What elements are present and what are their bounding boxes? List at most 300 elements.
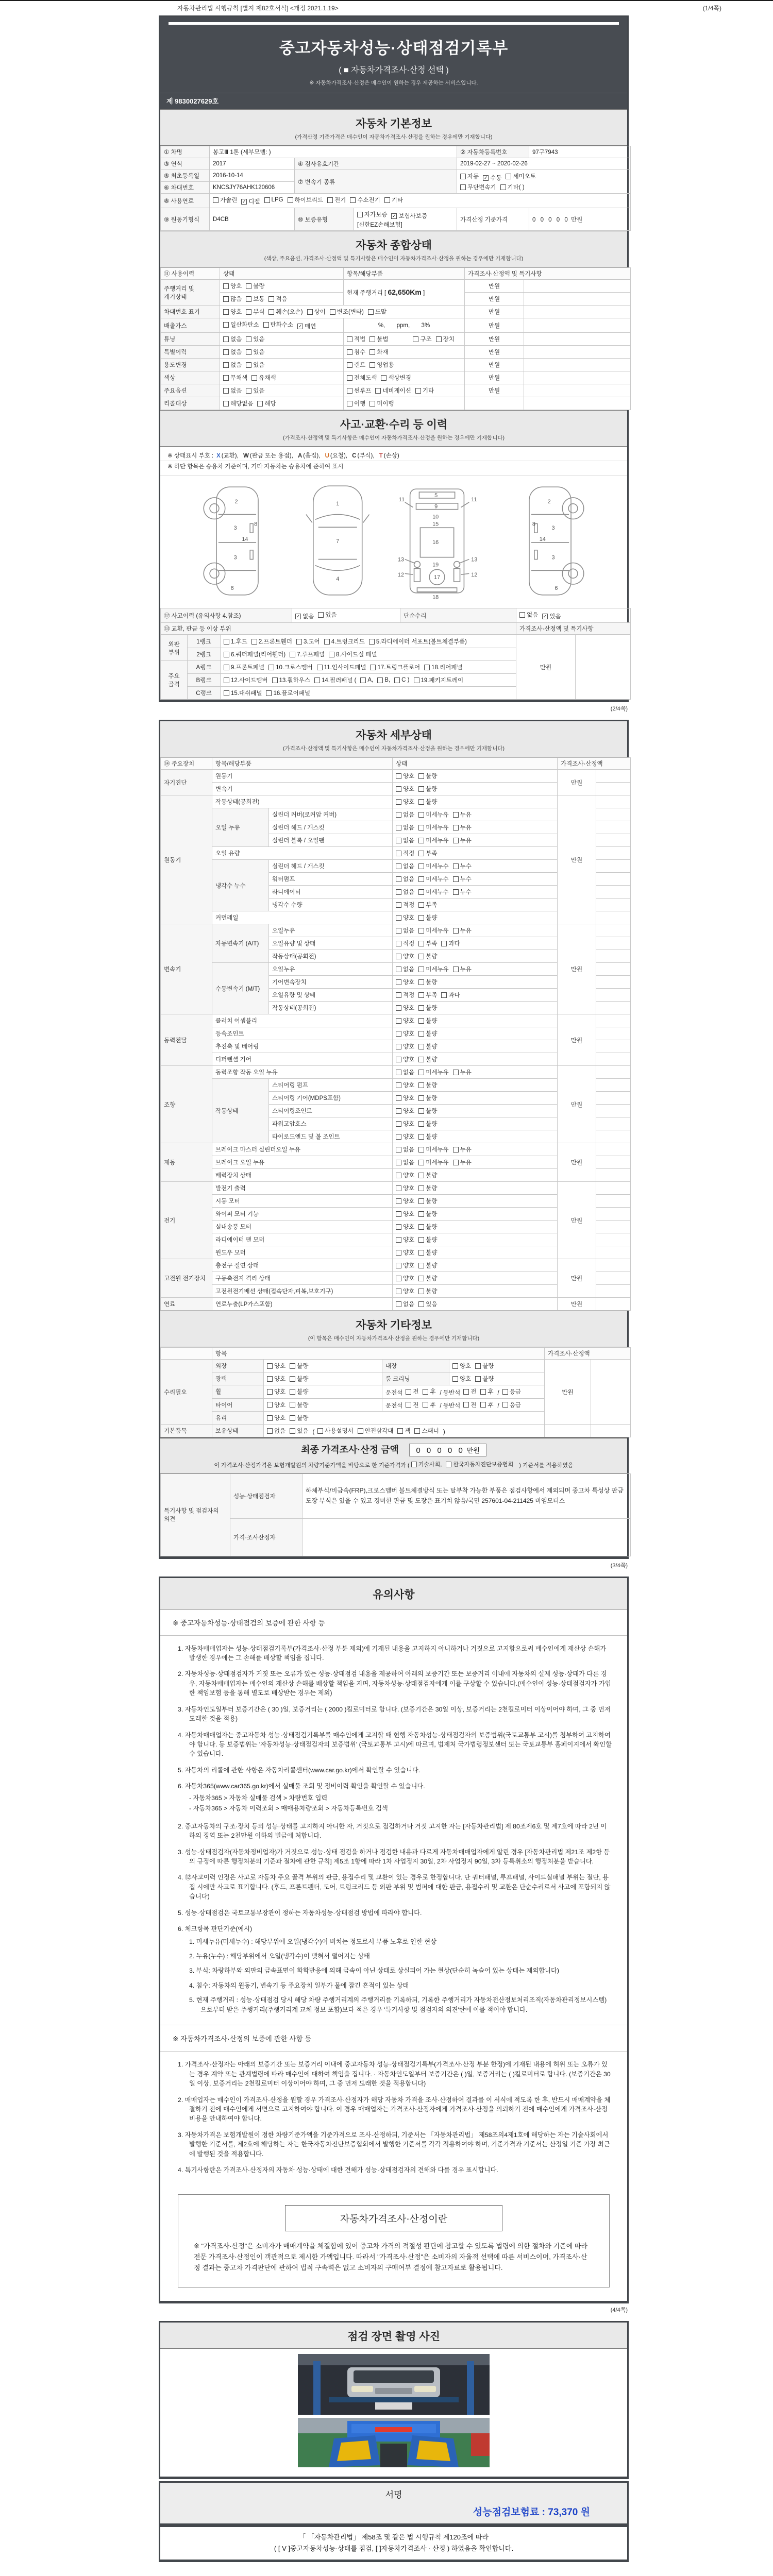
checkbox[interactable] bbox=[290, 1427, 308, 1435]
checkbox[interactable] bbox=[396, 1094, 414, 1102]
checkbox[interactable] bbox=[224, 650, 285, 658]
checkbox[interactable] bbox=[418, 965, 448, 973]
appraiser-label: 가격·조사산정자 bbox=[230, 1518, 303, 1556]
checkbox[interactable] bbox=[396, 785, 414, 793]
checkbox[interactable] bbox=[396, 1055, 414, 1063]
state-code: U bbox=[325, 453, 329, 459]
checkbox-label: 화재 bbox=[377, 349, 389, 355]
checkbox[interactable] bbox=[396, 901, 414, 909]
checkbox[interactable] bbox=[475, 1362, 494, 1370]
checkbox[interactable] bbox=[396, 836, 414, 844]
checkbox[interactable] bbox=[396, 1029, 414, 1038]
checkbox[interactable] bbox=[369, 335, 388, 343]
checkbox[interactable] bbox=[418, 1274, 437, 1282]
checkbox[interactable] bbox=[423, 1387, 435, 1396]
checkbox-checked[interactable] bbox=[297, 322, 316, 330]
checkbox-label: 불량 bbox=[426, 979, 438, 986]
checkbox[interactable] bbox=[396, 1042, 414, 1050]
notice-subitem: 3. 부식: 차량하부와 외판의 금속표면이 화학반응에 의해 금속이 아닌 상태로 상실되어 가는 현상(단순히 녹슬어 있는 상태는 제외합니다) bbox=[189, 1967, 559, 1975]
remarks-cell bbox=[596, 1130, 631, 1143]
checkbox[interactable] bbox=[223, 374, 247, 382]
checkbox[interactable] bbox=[268, 663, 313, 671]
checkbox[interactable] bbox=[369, 361, 394, 369]
checkbox[interactable] bbox=[314, 676, 356, 684]
checkbox[interactable] bbox=[318, 611, 337, 619]
checkbox[interactable] bbox=[267, 1414, 285, 1422]
base-price-label: 가격산정 기준가격 bbox=[457, 208, 529, 231]
checkbox[interactable] bbox=[369, 348, 388, 356]
page-marker-2: (2/4쪽) bbox=[610, 706, 628, 712]
checkbox[interactable] bbox=[418, 952, 437, 960]
checkbox[interactable] bbox=[453, 926, 472, 935]
checkbox-label: 없음 bbox=[403, 928, 415, 934]
checkbox[interactable] bbox=[418, 785, 437, 793]
checkbox[interactable] bbox=[268, 308, 303, 316]
checkbox[interactable] bbox=[414, 1427, 439, 1435]
checkbox[interactable] bbox=[358, 1427, 394, 1435]
price-cell: 만원 bbox=[465, 359, 524, 371]
item-label: 디퍼렌셜 기어 bbox=[212, 1053, 393, 1066]
checkbox-label: 일산화탄소 bbox=[230, 322, 259, 328]
checkbox[interactable] bbox=[396, 952, 414, 960]
checkbox[interactable] bbox=[453, 836, 472, 844]
checkbox[interactable] bbox=[418, 1223, 437, 1231]
checkbox[interactable] bbox=[452, 1362, 471, 1370]
checkbox[interactable] bbox=[288, 196, 324, 204]
checkbox-label: 미세누수 bbox=[426, 876, 449, 883]
checkbox[interactable] bbox=[396, 1197, 414, 1205]
notice-title: 유의사항 bbox=[373, 1588, 415, 1601]
checkbox-box bbox=[267, 1428, 273, 1434]
checkbox[interactable] bbox=[246, 295, 264, 303]
checkbox-label: 불량 bbox=[297, 1389, 309, 1396]
state-code: C bbox=[352, 453, 357, 459]
checkbox[interactable] bbox=[452, 1375, 471, 1383]
checkbox[interactable] bbox=[290, 1401, 308, 1409]
checkbox[interactable] bbox=[418, 1068, 448, 1076]
checkbox[interactable] bbox=[418, 823, 448, 832]
svg-text:3: 3 bbox=[233, 554, 237, 561]
main-frame-group: 주요 골격 bbox=[161, 661, 188, 700]
checkbox[interactable] bbox=[418, 1029, 437, 1038]
detail-state-title: 자동차 세부상태 bbox=[356, 730, 432, 741]
checkbox[interactable] bbox=[415, 386, 434, 395]
status-options bbox=[393, 1040, 558, 1053]
remarks-cell bbox=[596, 770, 631, 783]
checkbox[interactable] bbox=[413, 335, 431, 343]
checkbox[interactable] bbox=[418, 1171, 437, 1179]
checkbox[interactable] bbox=[223, 348, 242, 356]
checkbox[interactable] bbox=[418, 1261, 437, 1269]
checkbox[interactable] bbox=[223, 399, 253, 408]
checkbox[interactable] bbox=[369, 399, 394, 408]
checkbox-box bbox=[418, 979, 424, 985]
checkbox[interactable] bbox=[224, 689, 262, 697]
checkbox-box bbox=[418, 928, 424, 934]
checkbox[interactable] bbox=[411, 1460, 442, 1468]
checkbox-box bbox=[246, 349, 251, 355]
checkbox[interactable] bbox=[418, 1081, 437, 1089]
checkbox[interactable] bbox=[330, 308, 364, 316]
checkbox[interactable] bbox=[418, 1132, 437, 1141]
checkbox-label: 수소전기 bbox=[357, 197, 380, 204]
checkbox[interactable] bbox=[224, 676, 268, 684]
checkbox-box: ✓ bbox=[296, 613, 300, 619]
checkbox[interactable] bbox=[460, 172, 479, 180]
checkbox[interactable] bbox=[246, 308, 264, 316]
checkbox[interactable] bbox=[418, 1094, 437, 1102]
checkbox-checked[interactable] bbox=[542, 612, 561, 620]
checkbox-label: 누유 bbox=[460, 967, 472, 973]
checkbox-label: 양호 bbox=[403, 1095, 415, 1101]
checkbox[interactable] bbox=[257, 399, 276, 408]
remarks-cell bbox=[596, 1298, 631, 1311]
checkbox-label: 후 bbox=[430, 1389, 436, 1395]
checkbox[interactable] bbox=[396, 888, 414, 896]
checkbox[interactable] bbox=[347, 399, 365, 408]
price-cell: 만원 bbox=[465, 346, 524, 359]
checkbox-label: 11.인사이드패널 bbox=[324, 665, 366, 671]
item-label: 워터펌프 bbox=[269, 873, 393, 886]
checkbox[interactable] bbox=[396, 1068, 414, 1076]
checkbox-label: 미세누유 bbox=[426, 1070, 449, 1076]
checkbox[interactable] bbox=[418, 798, 437, 806]
checkbox[interactable] bbox=[519, 611, 538, 619]
checkbox[interactable] bbox=[396, 1016, 414, 1025]
checkbox[interactable] bbox=[223, 361, 242, 369]
checkbox[interactable] bbox=[246, 386, 264, 395]
group-label: 동력전달 bbox=[161, 1014, 212, 1066]
checkbox[interactable] bbox=[290, 1362, 308, 1370]
checkbox[interactable] bbox=[396, 1158, 414, 1166]
checkbox[interactable] bbox=[502, 1401, 521, 1409]
checkbox[interactable] bbox=[396, 849, 414, 857]
checkbox[interactable] bbox=[396, 798, 414, 806]
checkbox-box bbox=[418, 1173, 424, 1178]
checkbox[interactable] bbox=[418, 913, 437, 922]
price-cell: 만원 bbox=[465, 318, 524, 333]
checkbox[interactable] bbox=[506, 172, 535, 180]
checkbox[interactable] bbox=[290, 1375, 308, 1383]
checkbox[interactable] bbox=[418, 772, 437, 780]
checkbox[interactable] bbox=[290, 650, 325, 658]
checkbox[interactable] bbox=[369, 637, 467, 646]
subgroup-label: 자동변속기 (A/T) bbox=[212, 924, 269, 963]
checkbox[interactable] bbox=[350, 196, 380, 204]
checkbox[interactable] bbox=[296, 637, 320, 646]
checkbox[interactable] bbox=[317, 1427, 354, 1435]
checkbox[interactable] bbox=[396, 1145, 414, 1154]
rank2-options bbox=[221, 648, 516, 661]
model-year-label: ③ 연식 bbox=[161, 158, 210, 170]
checkbox[interactable] bbox=[436, 335, 455, 343]
checkbox-box bbox=[246, 362, 251, 368]
checkbox[interactable] bbox=[453, 823, 472, 832]
checkbox-label: 4.트렁크리드 bbox=[331, 639, 365, 645]
checkbox[interactable] bbox=[396, 1120, 414, 1128]
checkbox[interactable] bbox=[453, 1158, 472, 1166]
checkbox[interactable] bbox=[406, 1401, 418, 1409]
checkbox[interactable] bbox=[396, 1261, 414, 1269]
checkbox-box bbox=[290, 1376, 295, 1382]
checkbox[interactable] bbox=[267, 1375, 285, 1383]
col-price: 가격조사·산정액 bbox=[558, 758, 631, 770]
checkbox[interactable] bbox=[418, 1184, 437, 1192]
checkbox-box bbox=[418, 825, 424, 831]
checkbox[interactable] bbox=[418, 1248, 437, 1257]
checkbox[interactable] bbox=[272, 676, 310, 684]
checkbox[interactable] bbox=[397, 1427, 410, 1435]
checkbox[interactable] bbox=[480, 1387, 493, 1396]
checkbox[interactable] bbox=[264, 197, 283, 203]
registration-number-value: 97구7943 bbox=[529, 146, 631, 158]
checkbox[interactable] bbox=[418, 926, 448, 935]
checkbox[interactable] bbox=[418, 888, 448, 896]
checkbox[interactable] bbox=[223, 335, 242, 343]
checkbox-label: 없음 bbox=[230, 349, 242, 355]
checkbox[interactable] bbox=[453, 1068, 472, 1076]
appraisal-info-body: ※ "가격조사·산정"은 소비자가 매매계약을 체결함에 있어 중고차 가격의 적절성 판단에 참고할 수 있도록 법령에 의한 절차와 기준에 따라 전문 가격조사·산정인이 객관적으로 제시한 가액입니다. 따라서 "가격조사·산정"은 소비자의 자율적 선택에 따른 서비스이며, 가격조사·산정 결과는 중고차 가격판단에 관하여 법적 구속력은 없고 소비자의 구매여부 결정에 참고자료로 활용됩니다. bbox=[194, 2242, 587, 2272]
checkbox[interactable] bbox=[324, 637, 365, 646]
checkbox[interactable] bbox=[396, 1248, 414, 1257]
checkbox[interactable] bbox=[251, 637, 292, 646]
checkbox-label: 구조 bbox=[420, 336, 432, 343]
checkbox[interactable] bbox=[396, 1287, 414, 1295]
checkbox[interactable] bbox=[418, 1016, 437, 1025]
checkbox[interactable] bbox=[460, 183, 496, 191]
checkbox[interactable] bbox=[418, 1300, 437, 1308]
remarks-cell bbox=[596, 886, 631, 899]
checkbox[interactable] bbox=[223, 308, 242, 316]
checkbox[interactable] bbox=[246, 335, 264, 343]
checkbox[interactable] bbox=[396, 1274, 414, 1282]
checkbox[interactable] bbox=[396, 1107, 414, 1115]
checkbox[interactable] bbox=[453, 810, 472, 819]
checkbox[interactable] bbox=[394, 677, 409, 683]
checkbox-checked[interactable] bbox=[483, 174, 501, 182]
checkbox[interactable] bbox=[418, 1120, 437, 1128]
checkbox[interactable] bbox=[418, 1145, 448, 1154]
checkbox-checked[interactable] bbox=[391, 212, 427, 220]
checkbox-checked[interactable] bbox=[241, 197, 260, 206]
checkbox[interactable] bbox=[396, 978, 414, 986]
checkbox[interactable] bbox=[418, 991, 437, 999]
checkbox[interactable] bbox=[423, 1401, 435, 1409]
checkbox[interactable] bbox=[263, 320, 293, 329]
checkbox[interactable] bbox=[396, 772, 414, 780]
item-label: 파워고압호스 bbox=[269, 1117, 393, 1130]
checkbox[interactable] bbox=[418, 875, 448, 883]
checkbox-label: 매연 bbox=[304, 324, 316, 330]
checkbox[interactable] bbox=[347, 348, 365, 356]
checkbox[interactable] bbox=[317, 663, 366, 671]
checkbox[interactable] bbox=[396, 939, 414, 947]
checkbox[interactable] bbox=[213, 196, 237, 204]
checkbox[interactable] bbox=[418, 1004, 437, 1012]
checkbox[interactable] bbox=[418, 810, 448, 819]
checkbox[interactable] bbox=[418, 849, 437, 857]
item-label: 작동상태(공회전) bbox=[212, 795, 393, 808]
checkbox[interactable] bbox=[267, 1401, 285, 1409]
checkbox-box bbox=[396, 1005, 401, 1011]
checkbox[interactable] bbox=[418, 1107, 437, 1115]
checkbox[interactable] bbox=[347, 386, 371, 395]
notice-sub2: ※ 자동차가격조사·산정의 보증에 관한 사항 등 bbox=[160, 2025, 627, 2052]
checkbox[interactable] bbox=[441, 939, 460, 947]
checkbox[interactable] bbox=[418, 1042, 437, 1050]
checkbox[interactable] bbox=[502, 1387, 521, 1396]
checkbox[interactable] bbox=[418, 1210, 437, 1218]
checkbox[interactable] bbox=[396, 1004, 414, 1012]
checkbox[interactable] bbox=[224, 637, 247, 646]
checkbox[interactable] bbox=[347, 335, 365, 343]
status-options bbox=[264, 1398, 382, 1412]
checkbox[interactable] bbox=[418, 901, 437, 909]
checkbox[interactable] bbox=[396, 1132, 414, 1141]
checkbox[interactable] bbox=[396, 1081, 414, 1089]
checkbox[interactable] bbox=[480, 1401, 493, 1409]
checkbox[interactable] bbox=[453, 888, 472, 896]
checkbox[interactable] bbox=[424, 663, 462, 671]
checkbox[interactable] bbox=[347, 361, 365, 369]
checkbox[interactable] bbox=[267, 1427, 285, 1435]
checkbox[interactable] bbox=[446, 1460, 513, 1468]
checkbox[interactable] bbox=[396, 875, 414, 883]
checkbox[interactable] bbox=[396, 810, 414, 819]
checkbox[interactable] bbox=[396, 1235, 414, 1244]
remarks-cell bbox=[596, 795, 631, 808]
checkbox[interactable] bbox=[268, 295, 287, 303]
basic-items-group: 기본품목 bbox=[161, 1425, 212, 1437]
checkbox[interactable] bbox=[223, 282, 242, 290]
checkbox[interactable] bbox=[396, 1300, 414, 1308]
status-options bbox=[393, 1221, 558, 1233]
checkbox-checked[interactable] bbox=[295, 612, 314, 620]
checkbox[interactable] bbox=[266, 689, 310, 697]
status-options bbox=[393, 1117, 558, 1130]
checkbox[interactable] bbox=[396, 913, 414, 922]
checkbox-label: 1.후드 bbox=[231, 639, 247, 645]
checkbox-box bbox=[424, 665, 430, 670]
checkbox[interactable] bbox=[381, 374, 411, 382]
checkbox[interactable] bbox=[223, 295, 242, 303]
checkbox[interactable] bbox=[418, 836, 448, 844]
checkbox[interactable] bbox=[418, 939, 437, 947]
item-label: 커먼레일 bbox=[212, 911, 393, 924]
checkbox-label: 불량 bbox=[426, 1185, 438, 1192]
checkbox[interactable] bbox=[414, 676, 464, 684]
checkbox-box bbox=[418, 863, 424, 869]
notice-sub1: ※ 중고자동차성능·상태점검의 보증에 관한 사항 등 bbox=[160, 1609, 627, 1636]
notice-item: 2. 중고자동차의 구조·장치 등의 성능·상태를 고지하지 아니한 자, 거짓으로 점검하거나 거짓 고지한 자는 [자동차관리법] 제 80조제6호 및 제7호에 따라 2년 이하의 징역 또는 2천만원 이하의 벌금에 처합니다. bbox=[178, 1822, 607, 1840]
svg-text:13: 13 bbox=[471, 556, 478, 563]
checkbox-box bbox=[460, 174, 466, 179]
checkbox-label: 렌트 bbox=[354, 362, 366, 368]
checkbox[interactable] bbox=[418, 1158, 448, 1166]
checkbox[interactable] bbox=[223, 320, 259, 329]
checkbox[interactable] bbox=[267, 1362, 285, 1370]
checkbox[interactable] bbox=[453, 1145, 472, 1154]
detail-state-band bbox=[160, 721, 627, 757]
checkbox-box bbox=[267, 1376, 273, 1382]
checkbox[interactable] bbox=[453, 875, 472, 883]
checkbox[interactable] bbox=[418, 1055, 437, 1063]
checkbox[interactable] bbox=[418, 1287, 437, 1295]
checkbox[interactable] bbox=[418, 978, 437, 986]
checkbox-label: 14.필러패널 ( bbox=[321, 677, 357, 684]
checkbox[interactable] bbox=[406, 1387, 418, 1396]
checkbox[interactable] bbox=[360, 677, 373, 683]
checkbox-box bbox=[396, 1121, 401, 1127]
checkbox[interactable] bbox=[375, 386, 411, 395]
checkbox[interactable] bbox=[396, 991, 414, 999]
checkbox[interactable] bbox=[441, 991, 460, 999]
checkbox[interactable] bbox=[396, 823, 414, 832]
checkbox[interactable] bbox=[290, 1387, 308, 1396]
checkbox[interactable] bbox=[500, 183, 525, 191]
checkbox[interactable] bbox=[377, 677, 390, 683]
checkbox-box bbox=[406, 1389, 411, 1395]
checkbox[interactable] bbox=[396, 1223, 414, 1231]
checkbox[interactable] bbox=[267, 1387, 285, 1396]
checkbox[interactable] bbox=[329, 650, 377, 658]
checkbox[interactable] bbox=[463, 1401, 476, 1409]
checkbox[interactable] bbox=[418, 1235, 437, 1244]
checkbox[interactable] bbox=[368, 308, 386, 316]
checkbox[interactable] bbox=[246, 348, 264, 356]
checkbox-label: 누유 bbox=[460, 1070, 472, 1076]
checkbox-label: 양호 bbox=[274, 1363, 286, 1369]
checkbox[interactable] bbox=[357, 210, 387, 218]
checkbox[interactable] bbox=[251, 374, 276, 382]
price-cell: 만원 bbox=[465, 371, 524, 384]
checkbox-label: 있음 bbox=[426, 1301, 438, 1308]
checkbox[interactable] bbox=[370, 663, 420, 671]
checkbox-label: 2.프론트휀더 bbox=[258, 639, 292, 645]
checkbox[interactable] bbox=[307, 308, 326, 316]
checkbox[interactable] bbox=[384, 196, 403, 204]
remarks-cell bbox=[524, 280, 631, 293]
checkbox[interactable] bbox=[246, 361, 264, 369]
item-label: 충전구 절연 상태 bbox=[212, 1259, 393, 1272]
checkbox[interactable] bbox=[396, 1171, 414, 1179]
checkbox[interactable] bbox=[396, 1210, 414, 1218]
price-appraisal-note: ※ 자동차가격조사·산정은 매수인이 원하는 경우 제공하는 서비스입니다. bbox=[309, 80, 478, 86]
checkbox[interactable] bbox=[396, 926, 414, 935]
checkbox[interactable] bbox=[453, 862, 472, 870]
checkbox-box bbox=[396, 941, 401, 946]
checkbox[interactable] bbox=[246, 282, 264, 290]
checkbox[interactable] bbox=[396, 965, 414, 973]
confirmation-line-1: 「 「자동차관리법」 제58조 및 같은 법 시행규칙 제120조에 따라 bbox=[299, 2533, 489, 2541]
checkbox-label: 미세누유 bbox=[426, 812, 449, 818]
checkbox[interactable] bbox=[327, 196, 346, 204]
checkbox[interactable] bbox=[223, 386, 242, 395]
checkbox[interactable] bbox=[224, 663, 264, 671]
checkbox[interactable] bbox=[475, 1375, 494, 1383]
checkbox[interactable] bbox=[453, 965, 472, 973]
checkbox[interactable] bbox=[418, 862, 448, 870]
checkbox[interactable] bbox=[418, 1197, 437, 1205]
checkbox[interactable] bbox=[290, 1414, 308, 1422]
checkbox[interactable] bbox=[396, 1184, 414, 1192]
checkbox-label: 해당없음 bbox=[230, 401, 254, 407]
status-options bbox=[393, 1092, 558, 1105]
item-label: 연료누출(LP가스포함) bbox=[212, 1298, 393, 1311]
checkbox[interactable] bbox=[396, 862, 414, 870]
checkbox[interactable] bbox=[463, 1387, 476, 1396]
checkbox[interactable] bbox=[347, 374, 377, 382]
